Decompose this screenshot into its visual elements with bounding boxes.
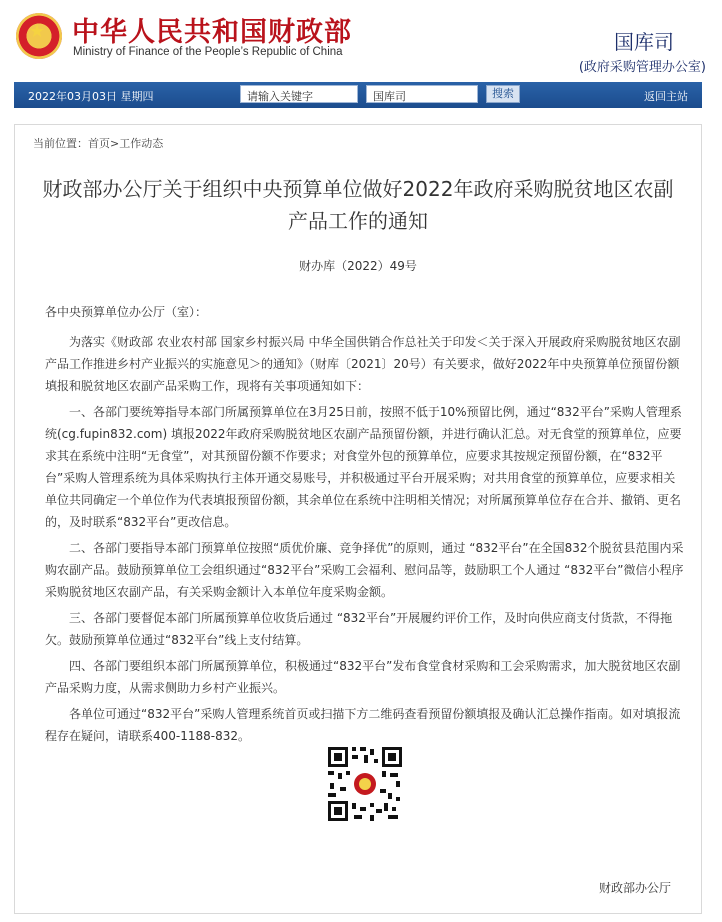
return-main-site-link[interactable]: 返回主站 bbox=[644, 90, 688, 103]
breadcrumb-prefix: 当前位置： bbox=[33, 137, 88, 150]
ministry-name-cn[interactable]: 中华人民共和国财政部 bbox=[72, 17, 352, 48]
article-title: 财政部办公厅关于组织中央预算单位做好2022年政府采购脱贫地区农副产品工作的通知 bbox=[42, 177, 674, 233]
paragraph-item-2: 二、各部门要指导本部门预算单位按照“质优价廉、竞争择优”的原则，通过 “832平台”在全国832个脱贫县范围内采购农副产品。鼓励预算单位工会组织通过“832平台”采购工会福利、慰问品等，鼓励职工个人通过 “832平台”微信小程序采购脱贫地区农副产品，有关采购金额计入本单位年度采购金额。 bbox=[45, 541, 684, 599]
breadcrumb-section-link[interactable]: 工作动态 bbox=[119, 137, 164, 150]
article-body bbox=[45, 301, 685, 751]
salutation: 各中央预算单位办公厅（室）： bbox=[45, 305, 208, 319]
search-scope-select[interactable]: 国库司 bbox=[366, 85, 478, 103]
national-emblem-icon bbox=[16, 13, 62, 59]
site-header bbox=[0, 0, 722, 76]
paragraph-item-3: 三、各部门要督促本部门所属预算单位收货后通过 “832平台”开展履约评价工作，及时向供应商支付货款，不得拖欠。鼓励预算单位通过“832平台”线上支付结算。 bbox=[45, 611, 673, 647]
paragraph-item-4: 四、各部门要组织本部门所属预算单位，积极通过“832平台”发布食堂食材采购和工会采购需求，加大脱贫地区农副产品采购力度，从需求侧助力乡村产业振兴。 bbox=[45, 659, 681, 695]
breadcrumb-separator: > bbox=[110, 137, 120, 150]
qr-code-graphic bbox=[326, 745, 404, 823]
qr-code-icon bbox=[326, 745, 404, 823]
paragraph-contact: 各单位可通过“832平台”采购人管理系统首页或扫描下方二维码查看预留份额填报及确认汇总操作指南。如对填报流程存在疑问，请联系400-1188-832。 bbox=[45, 707, 681, 743]
top-bar bbox=[14, 82, 702, 108]
paragraph-intro: 为落实《财政部 农业农村部 国家乡村振兴局 中华全国供销合作总社关于印发＜关于深入开展政府采购脱贫地区农副产品工作推进乡村产业振兴的实施意见＞的通知》（财库〔2021〕20号）有关要求，做好2022年中央预算单位预留份额填报和脱贫地区农副产品采购工作，现将有关事项通知如下： bbox=[45, 335, 681, 393]
department-subtitle: (政府采购管理办公室) bbox=[578, 60, 706, 75]
paragraph-item-1: 一、各部门要统筹指导本部门所属预算单位在3月25日前，按照不低于10%预留比例，通过“832平台”采购人管理系统(cg.fupin832.com) 填报2022年政府采购脱贫地区农副产品预留份额，并进行确认汇总。对无食堂的预算单位，应要求其在系统中注明“无食堂”，对其预留份额不作要求；对食堂外包的预算单位，应要求其按规定预留份额，在“832平台”采购人管理系统为具体采购执行主体开通交易账号，并积极通过平台开展采购；对共用食堂的预算单位，应要求相关单位共同确定一个单位作为代表填报预留份额，其余单位在系统中注明相关情况；对所属预算单位存在合并、撤销、更名的，及时联系“832平台”更改信息。 bbox=[45, 405, 682, 529]
search-button[interactable]: 搜索 bbox=[486, 85, 520, 103]
department-name: 国库司 bbox=[614, 30, 674, 54]
breadcrumb bbox=[33, 135, 163, 151]
search-input[interactable]: 请输入关键字 bbox=[240, 85, 358, 103]
star-icon: ★ bbox=[29, 21, 46, 42]
ministry-name-en[interactable]: Ministry of Finance of the People’s Republic of China bbox=[73, 46, 343, 58]
issuer-signature: 财政部办公厅 bbox=[598, 881, 671, 895]
current-date: 2022年03月03日 星期四 bbox=[28, 90, 154, 103]
document-number: 财办库（2022）49号 bbox=[299, 259, 417, 273]
breadcrumb-home-link[interactable]: 首页 bbox=[88, 137, 110, 150]
article-container bbox=[14, 124, 702, 914]
